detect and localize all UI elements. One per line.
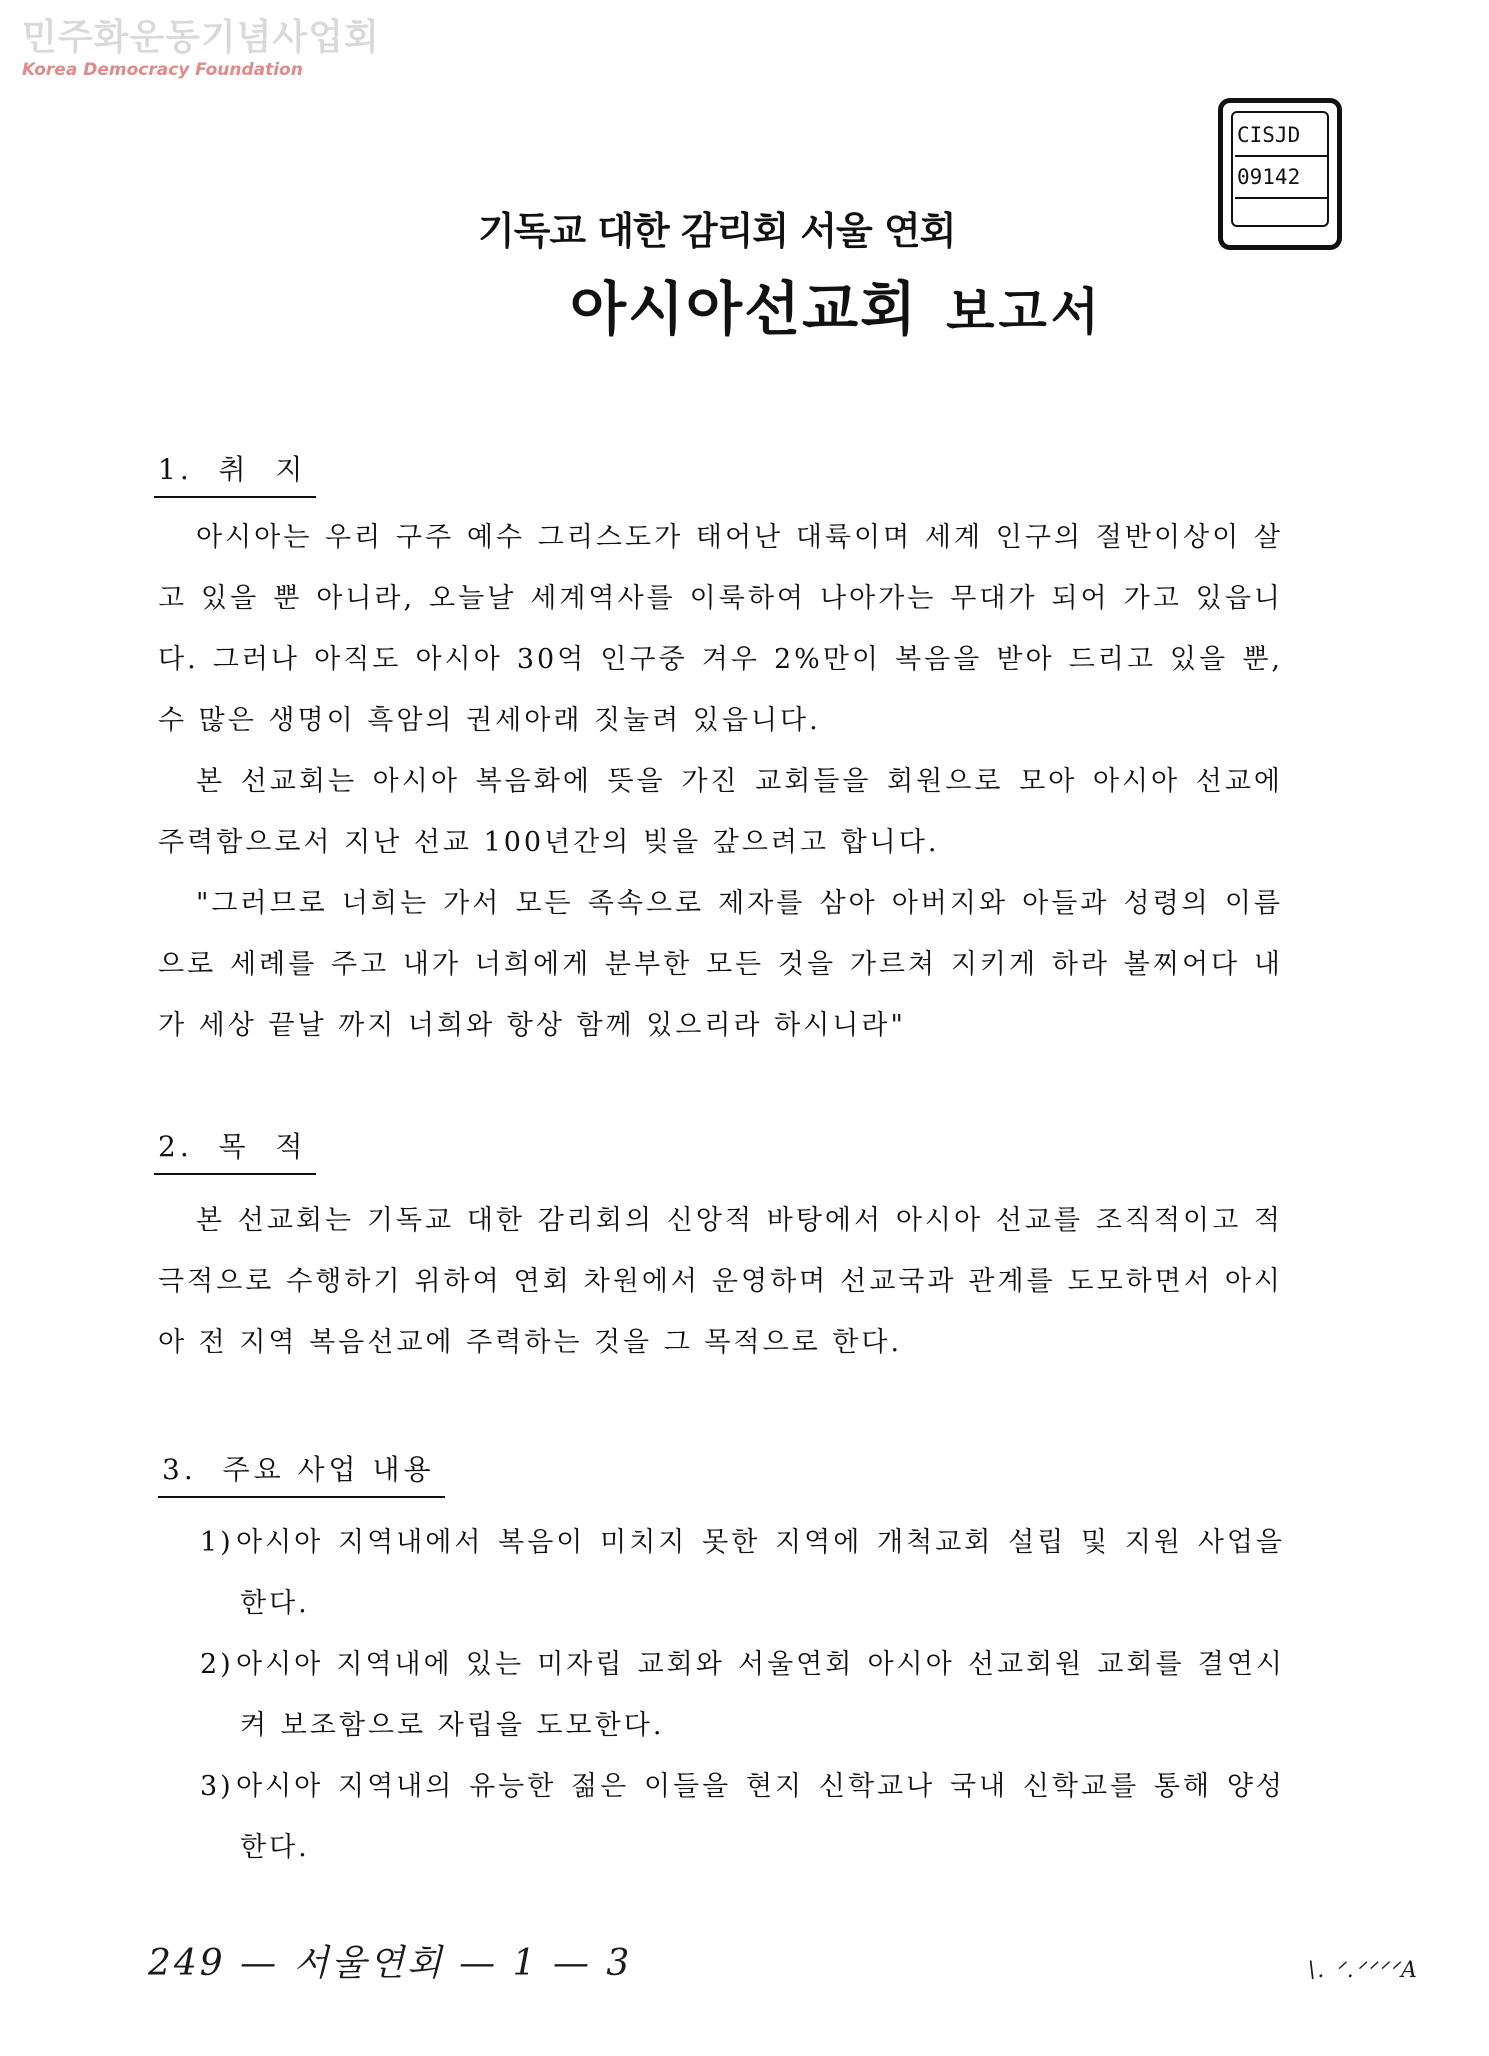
section-1-heading: 1. 취 지 [154,448,316,498]
list-item-number: 1) [200,1527,234,1558]
list-item-text: 아시아 지역내의 유능한 젊은 이들을 현지 신학교나 국내 신학교를 통해 양성 한다. [236,1771,1285,1863]
list-item-text: 아시아 지역내에 있는 미자립 교회와 서울연회 아시아 선교회원 교회를 결연시켜 보조함으로 자립을 도모한다. [236,1649,1285,1741]
section-3-list [200,1512,1285,1878]
watermark [22,18,380,80]
stamp-divider-1 [1235,155,1329,157]
document-title-main: 아시아선교회 [570,275,919,343]
list-item-number: 3) [200,1771,234,1802]
archive-stamp [1218,98,1342,250]
list-item [200,1634,1285,1756]
section-2-heading: 2. 목 적 [154,1125,316,1175]
handwritten-initials: \. ᐟ.ᐟᐟᐟᐟA [1308,1958,1419,1983]
list-item-text: 아시아 지역내에서 복음이 미치지 못한 지역에 개척교회 설립 및 지원 사업을 한다. [236,1527,1285,1619]
stamp-line-2: 09142 [1237,165,1301,189]
list-item [200,1512,1285,1634]
section-1-paragraph: 아시아는 우리 구주 예수 그리스도가 태어난 대륙이며 세계 인구의 절반이상이 살고 있을 뿐 아니라, 오늘날 세계역사를 이룩하여 나아가는 무대가 되어 가고 있읍니다. 그러나 아직도 아시아 30억 인구중 겨우 2%만이 복음을 받아 드리고 있을 뿐, 수 많은 생명이 흑암의 권세아래 짓눌려 있읍니다. [158,522,1283,736]
document-title [570,262,1103,346]
watermark-korean: 민주화운동기념사업회 [22,17,380,58]
section-1-paragraph: 본 선교회는 아시아 복음화에 뜻을 가진 교회들을 회원으로 모아 아시아 선교에 주력함으로서 지난 선교 100년간의 빚을 갚으려고 합니다. [158,766,1283,858]
section-1-body [158,507,1283,1056]
list-item [200,1756,1285,1878]
stamp-line-1: CISJD [1237,123,1301,147]
list-item-number: 2) [200,1649,234,1680]
handwritten-archive-code: 249 — 서울연회 — 1 — 3 [148,1943,633,1984]
document-title-suffix: 보고서 [946,283,1104,341]
watermark-english: Korea Democracy Foundation [22,60,303,80]
section-2-paragraph: 본 선교회는 기독교 대한 감리회의 신앙적 바탕에서 아시아 선교를 조직적이고 적극적으로 수행하기 위하여 연회 차원에서 운영하며 선교국과 관계를 도모하면서 아시아 전 지역 복음선교에 주력하는 것을 그 목적으로 한다. [158,1205,1283,1358]
section-3-heading: 3. 주요 사업 내용 [158,1448,445,1498]
section-2-body [158,1190,1283,1373]
section-1-quote: "그러므로 너희는 가서 모든 족속으로 제자를 삼아 아버지와 아들과 성령의 이름으로 세례를 주고 내가 너희에게 분부한 모든 것을 가르쳐 지키게 하라 볼찌어다 내가 세상 끝날 까지 너희와 항상 함께 있으리라 하시니라" [158,888,1283,1041]
stamp-divider-2 [1235,197,1329,199]
document-subtitle: 기독교 대한 감리회 서울 연회 [478,209,956,253]
